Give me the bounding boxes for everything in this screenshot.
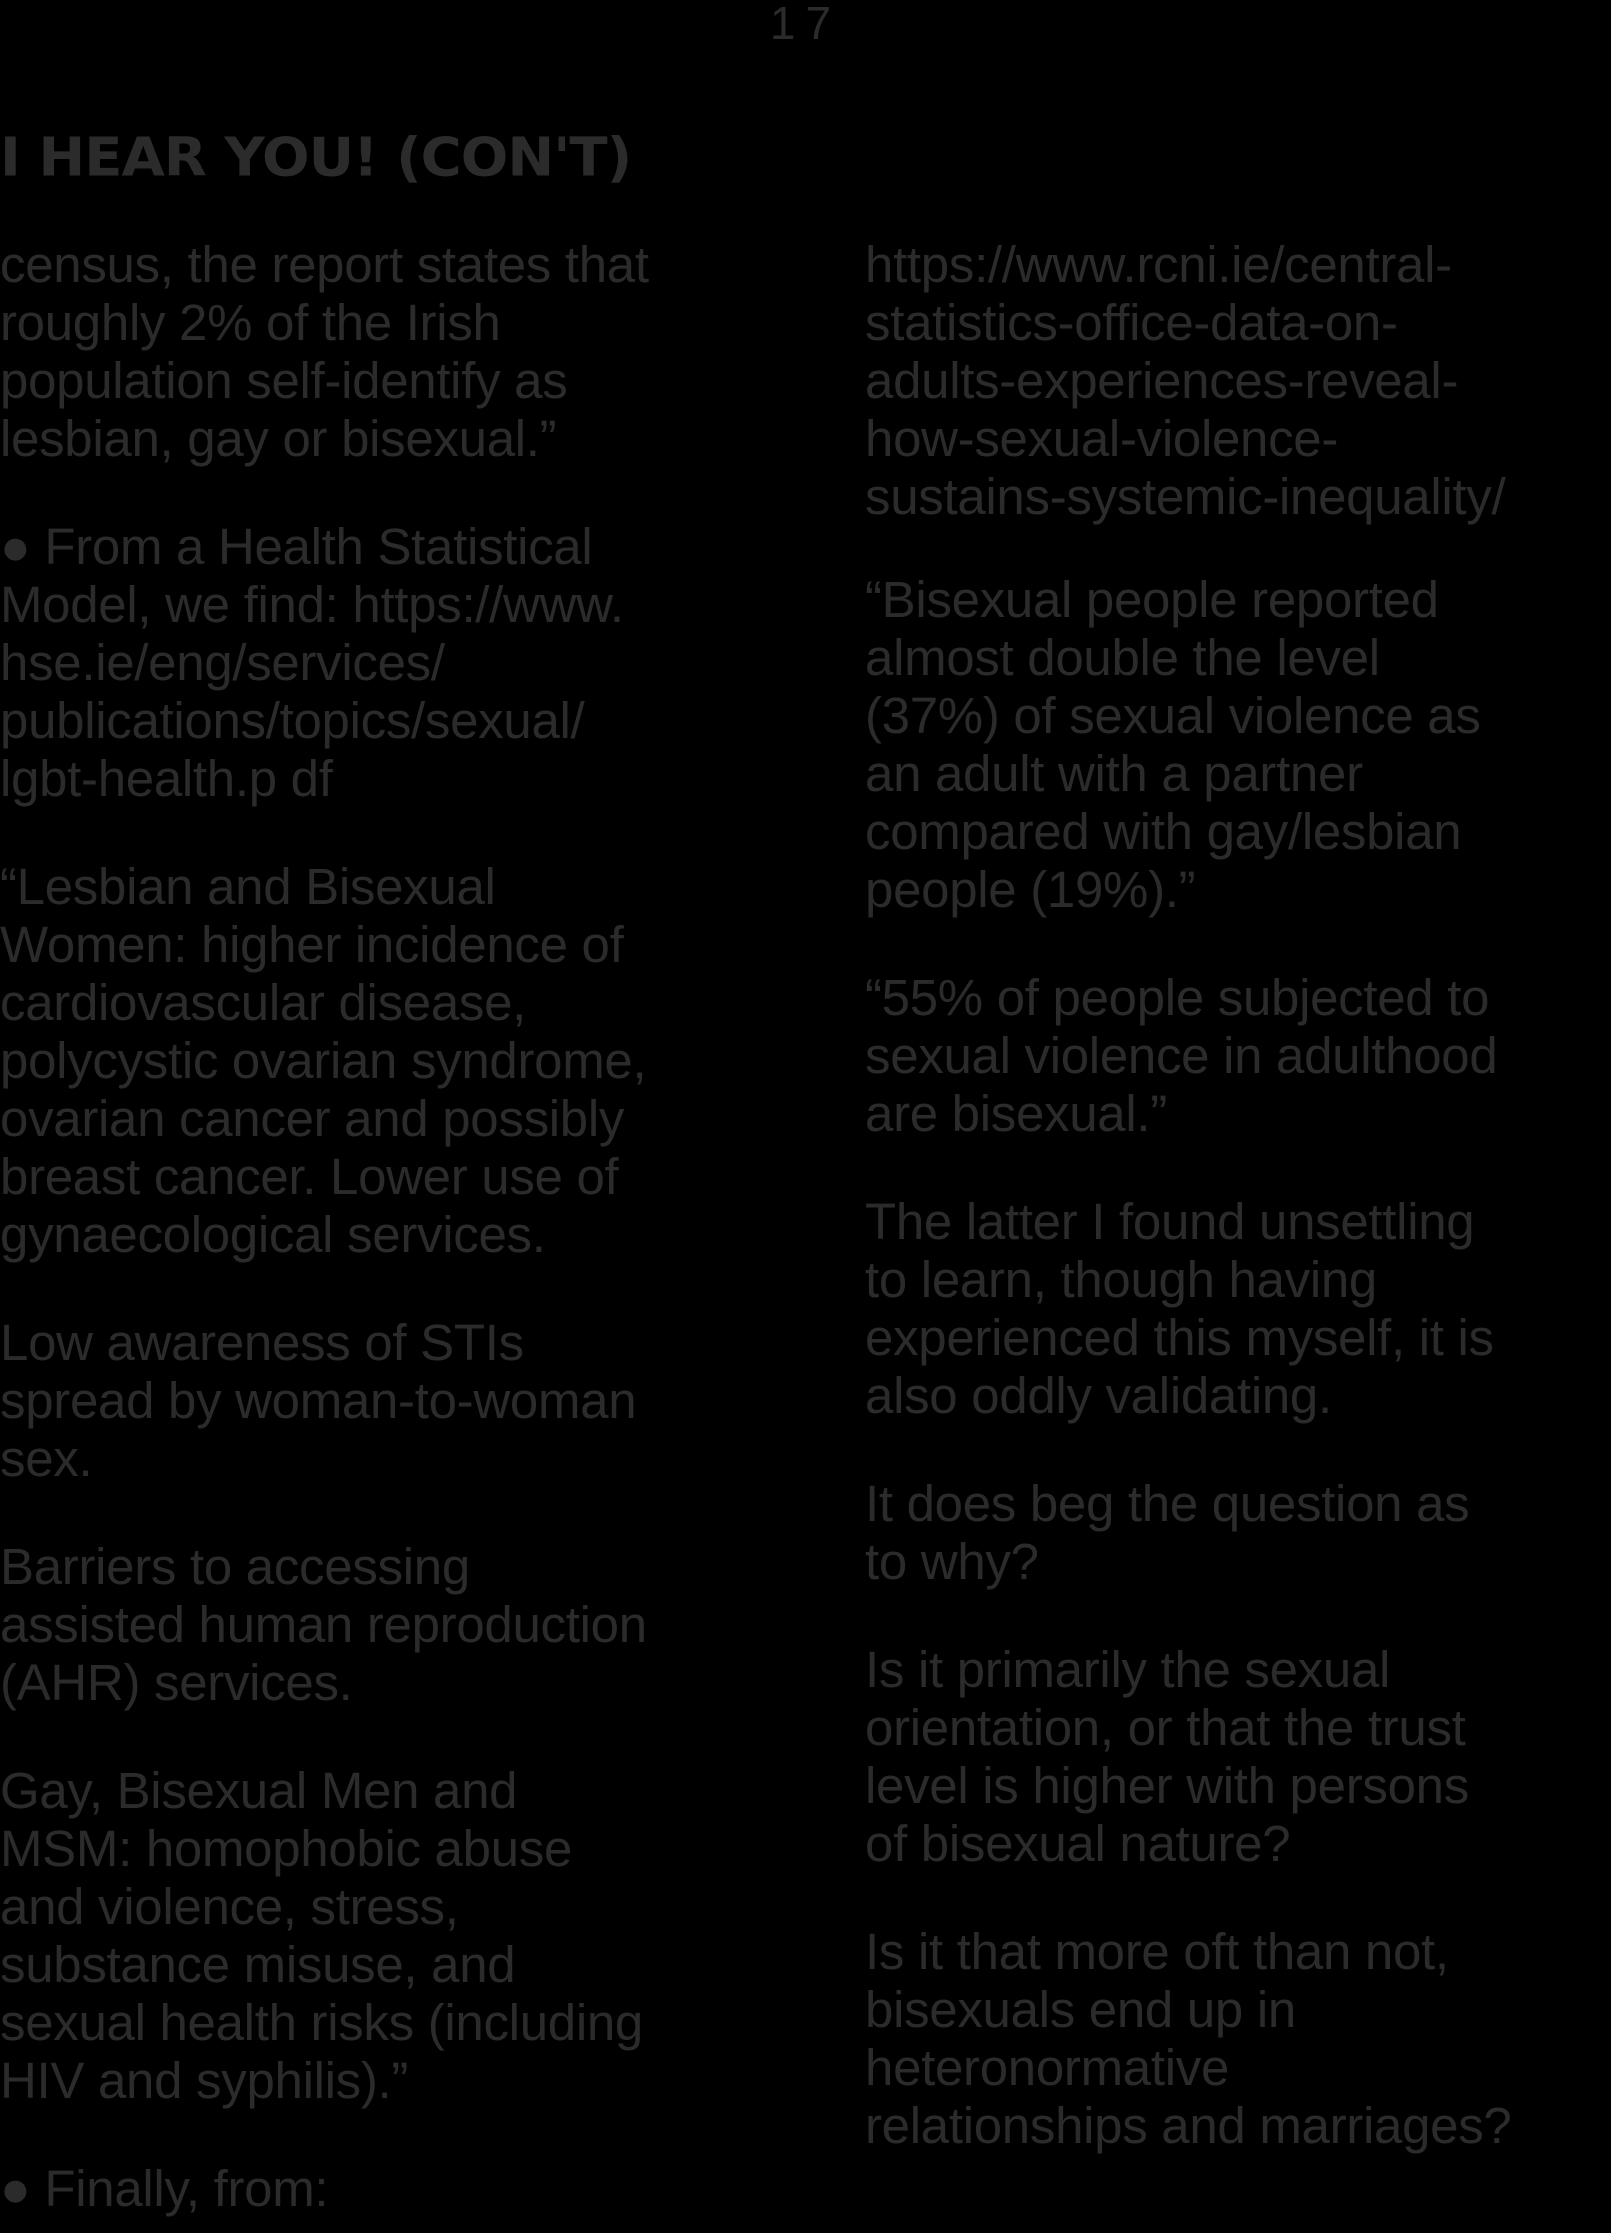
paragraph-orientation-trust: Is it primarily the sexual orientation, or that the trust level is higher with persons of bisexual nature? xyxy=(865,1641,1469,1872)
paragraph-gay-bisexual-men: Gay, Bisexual Men and MSM: homophobic abuse and violence, stress, substance misuse, and sexual health risks (including HIV and syphilis).” xyxy=(0,1762,643,2109)
paragraph-55-percent-quote: “55% of people subjected to sexual violence in adulthood are bisexual.” xyxy=(865,969,1498,1142)
paragraph-heteronormative: Is it that more oft than not, bisexuals end up in heteronormative relationships and marriages? xyxy=(865,1923,1512,2154)
page-number: 17 xyxy=(769,0,842,49)
paragraph-census: census, the report states that roughly 2% of the Irish population self-identify as lesbian, gay or bisexual.” xyxy=(0,236,649,467)
paragraph-sti-awareness: Low awareness of STIs spread by woman-to-woman sex. xyxy=(0,1314,637,1487)
right-column xyxy=(865,236,1611,2205)
paragraph-question-why: It does beg the question as to why? xyxy=(865,1475,1470,1590)
paragraph-bisexual-violence-quote: “Bisexual people reported almost double the level (37%) of sexual violence as an adult with a partner compared with gay/lesbian people (19%).” xyxy=(865,571,1481,918)
paragraph-finally: ● Finally, from: xyxy=(0,2160,329,2217)
page-heading: I HEAR YOU! (CON'T) xyxy=(0,127,632,189)
paragraph-rcni-url: https://www.rcni.ie/central- statistics-office-data-on- adults-experiences-reveal- how-sexual-violence- sustains-systemic-inequality/ xyxy=(865,236,1506,525)
left-column xyxy=(0,236,790,2233)
paragraph-ahr-barriers: Barriers to accessing assisted human reproduction (AHR) services. xyxy=(0,1538,647,1711)
paragraph-lesbian-bisexual-women: “Lesbian and Bisexual Women: higher incidence of cardiovascular disease, polycystic ovarian syndrome, ovarian cancer and possibly breast cancer. Lower use of gynaecological services. xyxy=(0,858,647,1263)
paragraph-unsettling: The latter I found unsettling to learn, though having experienced this myself, it is also oddly validating. xyxy=(865,1193,1494,1424)
paragraph-health-model: ● From a Health Statistical Model, we find: https://www. hse.ie/eng/services/ publications/topics/sexual/ lgbt-health.p df xyxy=(0,518,624,807)
